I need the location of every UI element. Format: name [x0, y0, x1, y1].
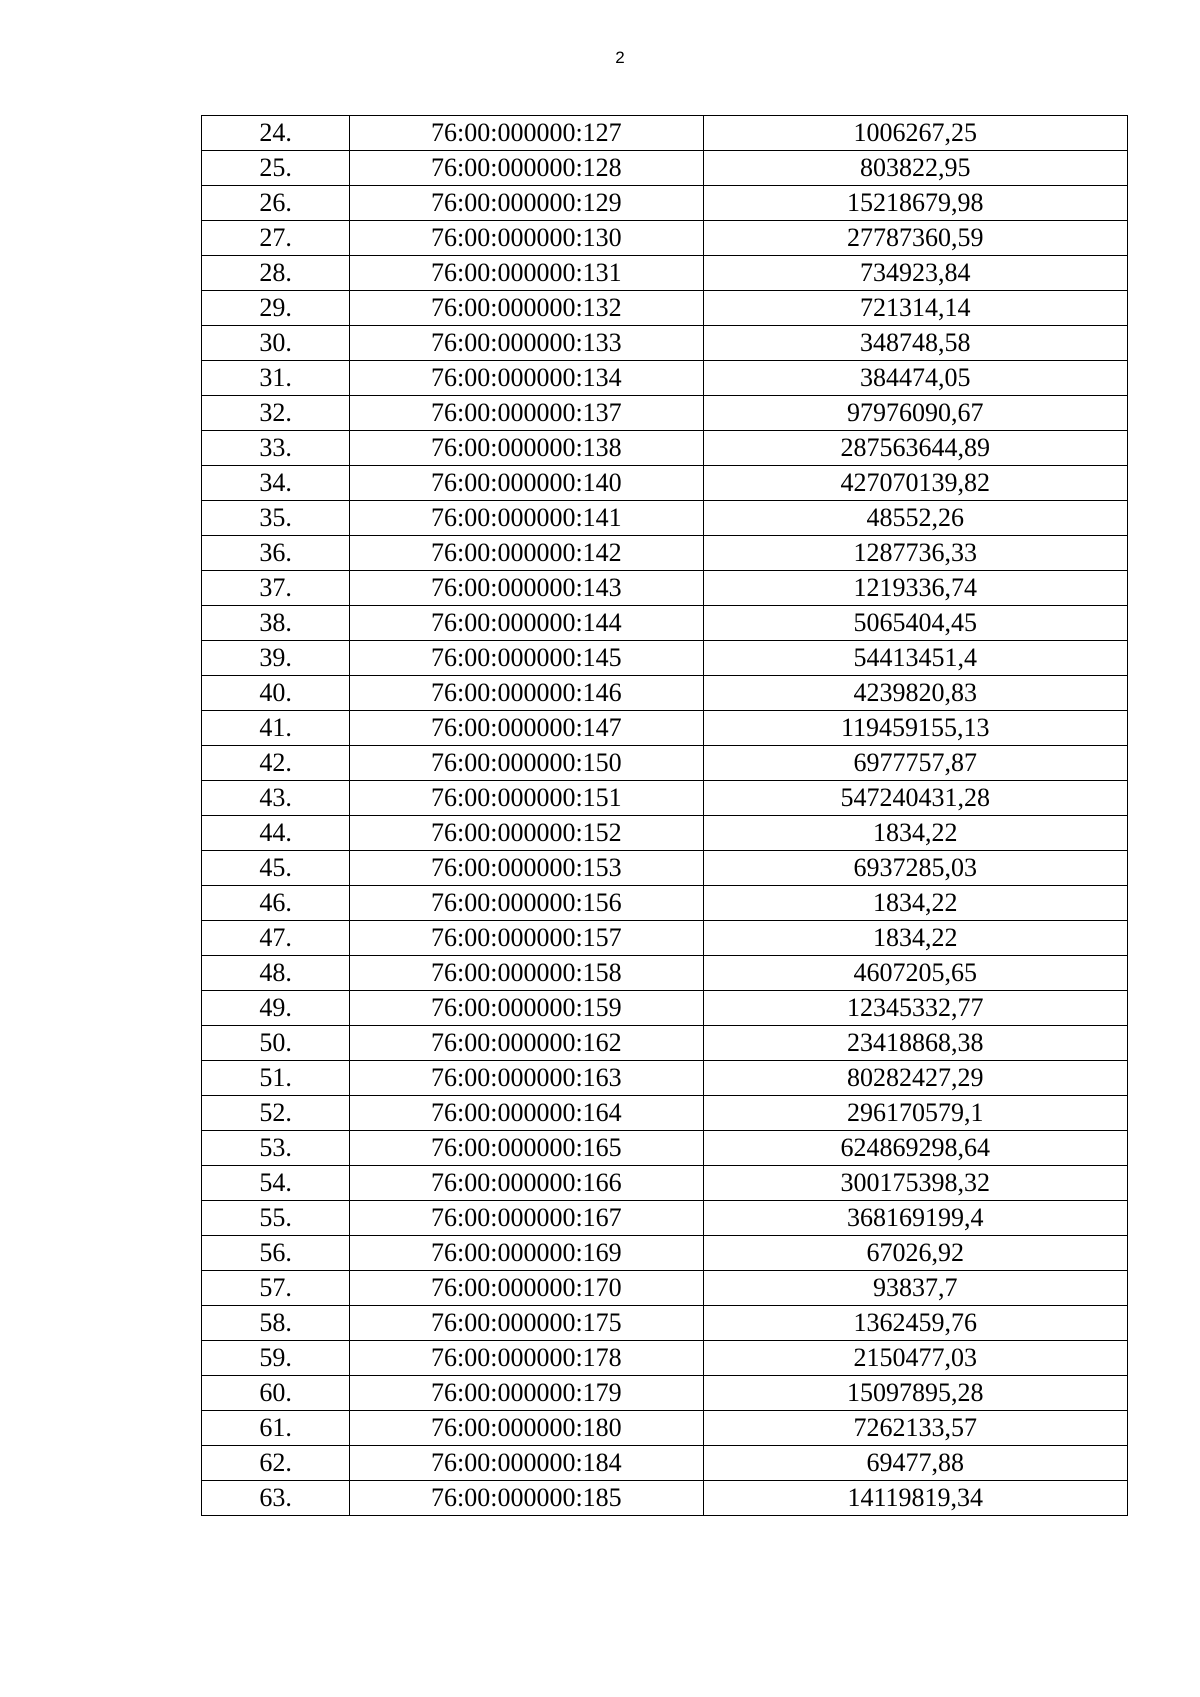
row-number-cell: 42. [202, 746, 350, 781]
table-row [202, 396, 1128, 431]
value-cell: 69477,88 [703, 1446, 1127, 1481]
value-cell: 4239820,83 [703, 676, 1127, 711]
row-number-cell: 44. [202, 816, 350, 851]
table-row [202, 886, 1128, 921]
row-number-cell: 27. [202, 221, 350, 256]
row-number-cell: 59. [202, 1341, 350, 1376]
row-number-cell: 30. [202, 326, 350, 361]
cadastral-number-cell: 76:00:000000:157 [350, 921, 703, 956]
value-cell: 15218679,98 [703, 186, 1127, 221]
cadastral-number-cell: 76:00:000000:129 [350, 186, 703, 221]
cadastral-number-cell: 76:00:000000:156 [350, 886, 703, 921]
table-row [202, 641, 1128, 676]
value-cell: 15097895,28 [703, 1376, 1127, 1411]
table-row [202, 1201, 1128, 1236]
value-cell: 12345332,77 [703, 991, 1127, 1026]
cadastral-number-cell: 76:00:000000:153 [350, 851, 703, 886]
value-cell: 1834,22 [703, 886, 1127, 921]
value-cell: 23418868,38 [703, 1026, 1127, 1061]
table-row [202, 466, 1128, 501]
row-number-cell: 56. [202, 1236, 350, 1271]
table-row [202, 571, 1128, 606]
value-cell: 734923,84 [703, 256, 1127, 291]
cadastral-number-cell: 76:00:000000:152 [350, 816, 703, 851]
row-number-cell: 55. [202, 1201, 350, 1236]
row-number-cell: 48. [202, 956, 350, 991]
value-cell: 97976090,67 [703, 396, 1127, 431]
table-row [202, 186, 1128, 221]
row-number-cell: 62. [202, 1446, 350, 1481]
value-cell: 1834,22 [703, 921, 1127, 956]
table-row [202, 781, 1128, 816]
value-cell: 6937285,03 [703, 851, 1127, 886]
row-number-cell: 53. [202, 1131, 350, 1166]
table-row [202, 536, 1128, 571]
cadastral-number-cell: 76:00:000000:144 [350, 606, 703, 641]
table-body [202, 116, 1128, 1516]
row-number-cell: 57. [202, 1271, 350, 1306]
row-number-cell: 51. [202, 1061, 350, 1096]
value-cell: 27787360,59 [703, 221, 1127, 256]
table-row [202, 956, 1128, 991]
cadastral-number-cell: 76:00:000000:151 [350, 781, 703, 816]
cadastral-number-cell: 76:00:000000:166 [350, 1166, 703, 1201]
value-cell: 1006267,25 [703, 116, 1127, 151]
row-number-cell: 32. [202, 396, 350, 431]
value-cell: 54413451,4 [703, 641, 1127, 676]
cadastral-number-cell: 76:00:000000:179 [350, 1376, 703, 1411]
cadastral-number-cell: 76:00:000000:147 [350, 711, 703, 746]
value-cell: 300175398,32 [703, 1166, 1127, 1201]
row-number-cell: 63. [202, 1481, 350, 1516]
row-number-cell: 54. [202, 1166, 350, 1201]
cadastral-number-cell: 76:00:000000:142 [350, 536, 703, 571]
row-number-cell: 43. [202, 781, 350, 816]
value-cell: 7262133,57 [703, 1411, 1127, 1446]
row-number-cell: 46. [202, 886, 350, 921]
cadastral-number-cell: 76:00:000000:165 [350, 1131, 703, 1166]
table-row [202, 1481, 1128, 1516]
table-row [202, 151, 1128, 186]
table-row [202, 116, 1128, 151]
cadastral-number-cell: 76:00:000000:134 [350, 361, 703, 396]
value-cell: 5065404,45 [703, 606, 1127, 641]
table-row [202, 1166, 1128, 1201]
row-number-cell: 25. [202, 151, 350, 186]
cadastral-number-cell: 76:00:000000:178 [350, 1341, 703, 1376]
value-cell: 1362459,76 [703, 1306, 1127, 1341]
value-cell: 67026,92 [703, 1236, 1127, 1271]
value-cell: 119459155,13 [703, 711, 1127, 746]
row-number-cell: 41. [202, 711, 350, 746]
table-row [202, 1236, 1128, 1271]
row-number-cell: 24. [202, 116, 350, 151]
cadastral-number-cell: 76:00:000000:131 [350, 256, 703, 291]
cadastral-number-cell: 76:00:000000:170 [350, 1271, 703, 1306]
table-row [202, 676, 1128, 711]
table-row [202, 746, 1128, 781]
cadastral-number-cell: 76:00:000000:184 [350, 1446, 703, 1481]
cadastral-number-cell: 76:00:000000:146 [350, 676, 703, 711]
row-number-cell: 58. [202, 1306, 350, 1341]
cadastral-number-cell: 76:00:000000:140 [350, 466, 703, 501]
row-number-cell: 33. [202, 431, 350, 466]
row-number-cell: 45. [202, 851, 350, 886]
table-row [202, 1411, 1128, 1446]
table-row [202, 921, 1128, 956]
cadastral-number-cell: 76:00:000000:150 [350, 746, 703, 781]
cadastral-number-cell: 76:00:000000:127 [350, 116, 703, 151]
cadastral-number-cell: 76:00:000000:138 [350, 431, 703, 466]
row-number-cell: 47. [202, 921, 350, 956]
page-number: 2 [615, 48, 625, 67]
value-cell: 80282427,29 [703, 1061, 1127, 1096]
table-row [202, 1096, 1128, 1131]
table-row [202, 431, 1128, 466]
cadastral-number-cell: 76:00:000000:137 [350, 396, 703, 431]
table-row [202, 991, 1128, 1026]
table-row [202, 1376, 1128, 1411]
table-row [202, 851, 1128, 886]
cadastral-number-cell: 76:00:000000:128 [350, 151, 703, 186]
cadastral-number-cell: 76:00:000000:164 [350, 1096, 703, 1131]
cadastral-number-cell: 76:00:000000:159 [350, 991, 703, 1026]
table-row [202, 711, 1128, 746]
cadastral-number-cell: 76:00:000000:133 [350, 326, 703, 361]
row-number-cell: 52. [202, 1096, 350, 1131]
value-cell: 1287736,33 [703, 536, 1127, 571]
table-row [202, 256, 1128, 291]
table-row [202, 1061, 1128, 1096]
cadastral-number-cell: 76:00:000000:145 [350, 641, 703, 676]
table-row [202, 1026, 1128, 1061]
cadastral-number-cell: 76:00:000000:141 [350, 501, 703, 536]
cadastral-value-table [201, 115, 1128, 1516]
cadastral-number-cell: 76:00:000000:162 [350, 1026, 703, 1061]
value-cell: 93837,7 [703, 1271, 1127, 1306]
value-cell: 14119819,34 [703, 1481, 1127, 1516]
value-cell: 1834,22 [703, 816, 1127, 851]
row-number-cell: 34. [202, 466, 350, 501]
row-number-cell: 50. [202, 1026, 350, 1061]
cadastral-number-cell: 76:00:000000:158 [350, 956, 703, 991]
table-row [202, 1341, 1128, 1376]
row-number-cell: 26. [202, 186, 350, 221]
cadastral-number-cell: 76:00:000000:180 [350, 1411, 703, 1446]
table-row [202, 361, 1128, 396]
value-cell: 287563644,89 [703, 431, 1127, 466]
value-cell: 2150477,03 [703, 1341, 1127, 1376]
value-cell: 384474,05 [703, 361, 1127, 396]
value-cell: 4607205,65 [703, 956, 1127, 991]
row-number-cell: 60. [202, 1376, 350, 1411]
value-cell: 296170579,1 [703, 1096, 1127, 1131]
cadastral-number-cell: 76:00:000000:143 [350, 571, 703, 606]
row-number-cell: 61. [202, 1411, 350, 1446]
value-cell: 547240431,28 [703, 781, 1127, 816]
value-cell: 48552,26 [703, 501, 1127, 536]
row-number-cell: 39. [202, 641, 350, 676]
table-row [202, 1131, 1128, 1166]
row-number-cell: 36. [202, 536, 350, 571]
value-cell: 803822,95 [703, 151, 1127, 186]
row-number-cell: 31. [202, 361, 350, 396]
cadastral-number-cell: 76:00:000000:130 [350, 221, 703, 256]
value-cell: 427070139,82 [703, 466, 1127, 501]
table-row [202, 1446, 1128, 1481]
table-row [202, 326, 1128, 361]
cadastral-number-cell: 76:00:000000:132 [350, 291, 703, 326]
row-number-cell: 40. [202, 676, 350, 711]
value-cell: 721314,14 [703, 291, 1127, 326]
row-number-cell: 49. [202, 991, 350, 1026]
row-number-cell: 29. [202, 291, 350, 326]
table-row [202, 291, 1128, 326]
table-row [202, 606, 1128, 641]
value-cell: 1219336,74 [703, 571, 1127, 606]
value-cell: 348748,58 [703, 326, 1127, 361]
cadastral-number-cell: 76:00:000000:185 [350, 1481, 703, 1516]
row-number-cell: 28. [202, 256, 350, 291]
row-number-cell: 38. [202, 606, 350, 641]
table-row [202, 816, 1128, 851]
row-number-cell: 37. [202, 571, 350, 606]
cadastral-number-cell: 76:00:000000:175 [350, 1306, 703, 1341]
cadastral-number-cell: 76:00:000000:169 [350, 1236, 703, 1271]
table-row [202, 1306, 1128, 1341]
row-number-cell: 35. [202, 501, 350, 536]
table-row [202, 221, 1128, 256]
cadastral-number-cell: 76:00:000000:163 [350, 1061, 703, 1096]
cadastral-number-cell: 76:00:000000:167 [350, 1201, 703, 1236]
value-cell: 624869298,64 [703, 1131, 1127, 1166]
table-row [202, 1271, 1128, 1306]
table-row [202, 501, 1128, 536]
value-cell: 368169199,4 [703, 1201, 1127, 1236]
value-cell: 6977757,87 [703, 746, 1127, 781]
